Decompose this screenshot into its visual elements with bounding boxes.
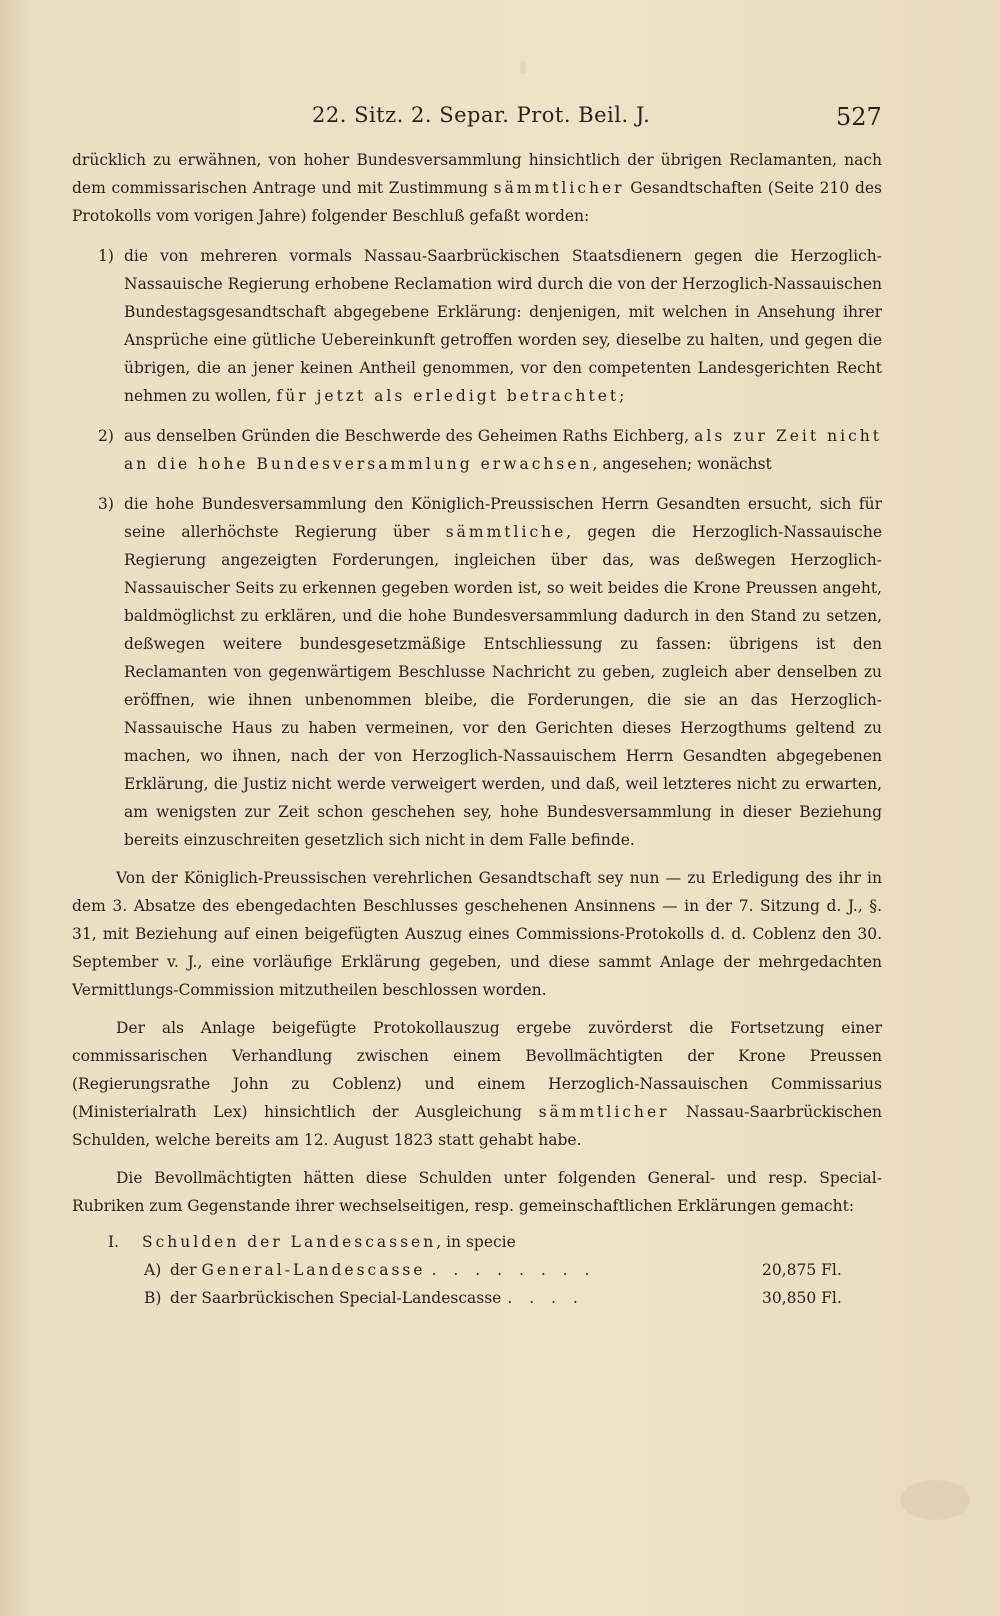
paper-stain [900, 1480, 970, 1520]
paragraph-protocol-extract [72, 1014, 882, 1154]
spaced-emphasis: sämmtliche [445, 523, 567, 541]
paper-stain [520, 60, 526, 74]
row-description [170, 1284, 501, 1312]
resolution-item-1 [72, 242, 882, 410]
text-run: drücklich zu erwähnen, von hoher Bundesversammlung hinsichtlich der übrigen Reclamanten, nach dem commissarischen Antrage und mit Zustimmung [72, 151, 882, 197]
paragraph-continuation [72, 146, 882, 230]
running-head: 22. Sitz. 2. Separ. Prot. Beil. J. [312, 103, 651, 127]
spaced-emphasis: als zur Zeit nicht an die hohe Bundesversammlung erwachsen [124, 427, 882, 473]
page-number: 527 [836, 103, 882, 131]
text-run: , gegen die Herzoglich-Nassauische Regierung angezeigten Forderungen, ingleichen über das, was deßwegen Herzoglich-Nassauischer Seits zu erkennen gegeben worden ist, so weit beides die Krone Preussen angeht, baldmöglichst zu erklären, und die hohe Bundesversammlung dadurch in den Stand zu setzen, deßwegen weitere bundesgesetzmäßige Entschliessung zu fassen: übrigens ist den Reclamanten von gegenwärtigem Beschlusse Nachricht zu geben, zugleich aber denselben zu eröffnen, wie ihnen unbenommen bleibe, die Forderungen, die sie an das Herzoglich-Nassauische Haus zu haben vermeinen, vor den Gerichten dieses Herzogthums geltend zu machen, wo ihnen, nach der von Herzoglich-Nassauischem Herrn Gesandten abgegebenen Erklärung, die Justiz nicht werde verweigert werden, und daß, weil letzteres nicht zu erwarten, am wenigsten zur Zeit schon geschehen sey, hohe Bundesversammlung in dieser Beziehung bereits einzuschreiten gesetzlich sich nicht in dem Falle befinde. [124, 523, 883, 849]
debt-row [72, 1256, 882, 1284]
text-run: , in specie [436, 1233, 516, 1251]
text-run: die von mehreren vormals Nassau-Saarbrückischen Staatsdienern gegen die Herzoglich-Nassauische Regierung erhobene Reclamation wird durch die von der Herzoglich-Nassauischen Bundestagsgesandtschaft abgegebene Erklärung: denjenigen, mit welchen in Ansehung ihrer Ansprüche eine gütliche Uebereinkunft getroffen worden sey, dieselbe zu halten, und gegen die übrigen, die an jener keinen Antheil genommen, vor den competenten Landesgerichten Recht nehmen zu wollen, [124, 247, 882, 405]
item-number: 3) [98, 495, 114, 513]
body-text [72, 146, 882, 1312]
row-amount: 30,850 Fl. [762, 1289, 842, 1307]
spaced-emphasis: sämmtlicher [538, 1103, 670, 1121]
row-label: A) [144, 1261, 162, 1279]
roman-numeral: I. [108, 1233, 120, 1251]
text-run: aus denselben Gründen die Beschwerde des Geheimen Raths Eichberg, [124, 427, 695, 445]
row-label: B) [144, 1289, 162, 1307]
leader-dots: . . . . [507, 1289, 584, 1307]
text-run: die hohe Bundesversammlung den Königlich-Preussischen Herrn Gesandten ersucht, sich für seine allerhöchste Regierung über [124, 495, 882, 541]
spaced-emphasis: sämmtlicher [493, 179, 625, 197]
item-number: 2) [98, 427, 114, 445]
text-run: Nassau-Saarbrückischen Schulden, welche bereits am 12. August 1823 statt gehabt habe. [72, 1103, 882, 1149]
text-run: ; [619, 387, 625, 405]
paragraph-prussian-declaration: Von der Königlich-Preussischen verehrlichen Gesandtschaft sey nun — zu Erledigung des ihr in dem 3. Absatze des ebengedachten Beschlusses geschehenen Ansinnens — in der 7. Sitzung d. J., §. 31, mit Beziehung auf einen beigefügten Auszug eines Commissions-Protokolls d. d. Coblenz den 30. September v. J., eine vorläufige Erklärung gegeben, und diese sammt Anlage der mehrgedachten Vermittlungs-Commission mitzutheilen beschlossen worden. [72, 869, 882, 999]
paragraph-rubrics: Die Bevollmächtigten hätten diese Schulden unter folgenden General- und resp. Special-Rubriken zum Gegenstande ihrer wechselseitigen, resp. gemeinschaftlichen Erklärungen gemacht: [72, 1169, 882, 1215]
debt-row [72, 1284, 882, 1312]
debts-heading [72, 1228, 882, 1256]
spaced-emphasis: Schulden der Landescassen [142, 1233, 437, 1251]
text-run: Gesandtschaften (Seite 210 des Protokolls vom vorigen Jahre) folgender Beschluß gefaßt worden: [72, 179, 882, 225]
text-run: der [170, 1261, 202, 1279]
item-number: 1) [98, 247, 114, 265]
resolution-item-2 [72, 422, 882, 478]
spaced-emphasis: General-Landescasse [201, 1261, 426, 1279]
spaced-emphasis: für jetzt als erledigt betrachtet [276, 387, 620, 405]
page-header [0, 103, 1000, 133]
text-run: der Saarbrückischen Special-Landescasse [170, 1289, 502, 1307]
resolution-item-3 [72, 490, 882, 854]
leader-dots: . . . . . . . . [431, 1261, 596, 1279]
text-run: Der als Anlage beigefügte Protokollauszug ergebe zuvörderst die Fortsetzung einer commissarischen Verhandlung zwischen einem Bevollmächtigten der Krone Preussen (Regierungsrathe John zu Coblenz) und einem Herzoglich-Nassauischen Commissarius (Ministerialrath Lex) hinsichtlich der Ausgleichung [72, 1019, 882, 1121]
row-amount: 20,875 Fl. [762, 1261, 842, 1279]
text-run: , angesehen; wonächst [592, 455, 772, 473]
row-description [170, 1256, 426, 1284]
